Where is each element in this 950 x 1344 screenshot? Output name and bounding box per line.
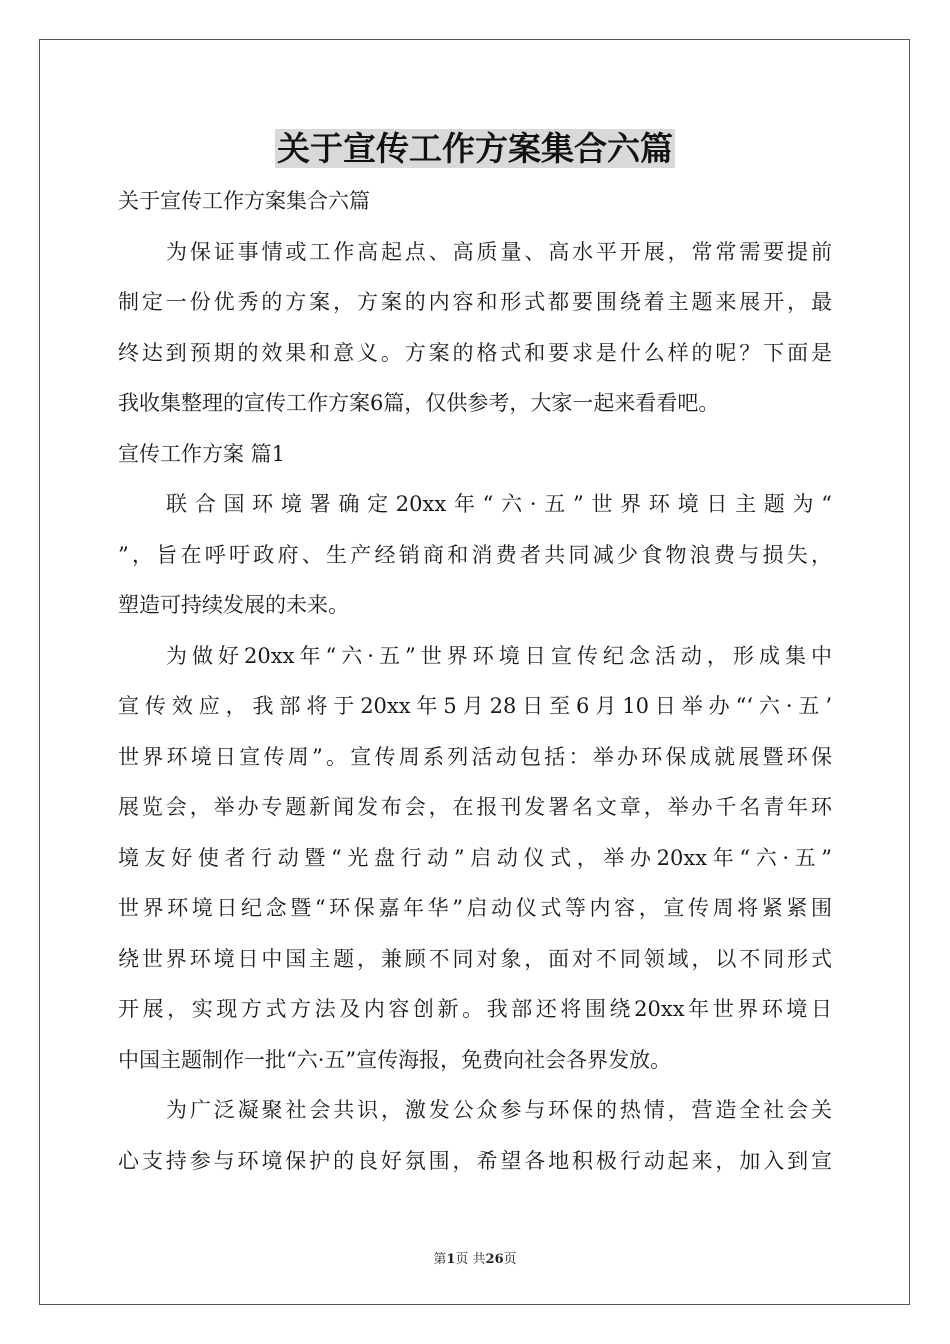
- document-subtitle: 关于宣传工作方案集合六篇: [118, 189, 370, 213]
- paragraph-line: 世界环境日宣传周”。宣传周系列活动包括：举办环保成就展暨环保: [118, 744, 832, 769]
- page-total: 26: [485, 1252, 504, 1267]
- paragraph-line: 心支持参与环境保护的良好氛围，希望各地积极行动起来，加入到宣: [118, 1148, 832, 1173]
- paragraph-line: 境友好使者行动暨“光盘行动”启动仪式，举办20xx年“六·五”: [118, 845, 832, 870]
- page-mid: 页 共: [455, 1252, 486, 1267]
- section-heading: 宣传工作方案 篇1: [118, 441, 286, 466]
- page-suffix: 页: [503, 1252, 517, 1267]
- paragraph-line: 开展，实现方式方法及内容创新。我部还将围绕20xx年世界环境日: [118, 997, 832, 1021]
- paragraph-line: 为做好20xx年“六·五”世界环境日宣传纪念活动，形成集中: [166, 643, 832, 668]
- document-title-text: 关于宣传工作方案集合六篇: [277, 129, 673, 168]
- page-prefix: 第: [433, 1252, 447, 1267]
- page-footer: [0, 1248, 950, 1267]
- page-current: 1: [446, 1252, 456, 1267]
- paragraph-line: 展览会，举办专题新闻发布会，在报刊发署名文章，举办千名青年环: [118, 795, 832, 819]
- paragraph-line: 中国主题制作一批“六·五”宣传海报，免费向社会各界发放。: [118, 1047, 672, 1072]
- paragraph-line: 联合国环境署确定20xx年“六·五”世界环境日主题为“: [166, 492, 832, 516]
- paragraph-line: 终达到预期的效果和意义。方案的格式和要求是什么样的呢？下面是: [118, 340, 832, 365]
- document-title: [0, 126, 950, 172]
- document-body: [118, 176, 832, 1186]
- paragraph-line: 为广泛凝聚社会共识，激发公众参与环保的热情，营造全社会关: [166, 1098, 832, 1122]
- paragraph-line: 为保证事情或工作高起点、高质量、高水平开展，常常需要提前: [166, 239, 832, 264]
- paragraph-line: 绕世界环境日中国主题，兼顾不同对象，面对不同领域，以不同形式: [118, 946, 832, 971]
- paragraph-line: ”，旨在呼吁政府、生产经销商和消费者共同减少食物浪费与损失，: [118, 542, 832, 567]
- paragraph-line: 塑造可持续发展的未来。: [118, 593, 349, 617]
- paragraph-line: 制定一份优秀的方案，方案的内容和形式都要围绕着主题来展开，最: [118, 290, 832, 314]
- paragraph-line: 宣传效应，我部将于20xx年5月28日至6月10日举办“‘六·五’: [118, 694, 832, 718]
- paragraph-line: 我收集整理的宣传工作方案6篇，仅供参考，大家一起来看看吧。: [118, 391, 720, 415]
- paragraph-line: 世界环境日纪念暨“环保嘉年华”启动仪式等内容，宣传周将紧紧围: [118, 896, 832, 920]
